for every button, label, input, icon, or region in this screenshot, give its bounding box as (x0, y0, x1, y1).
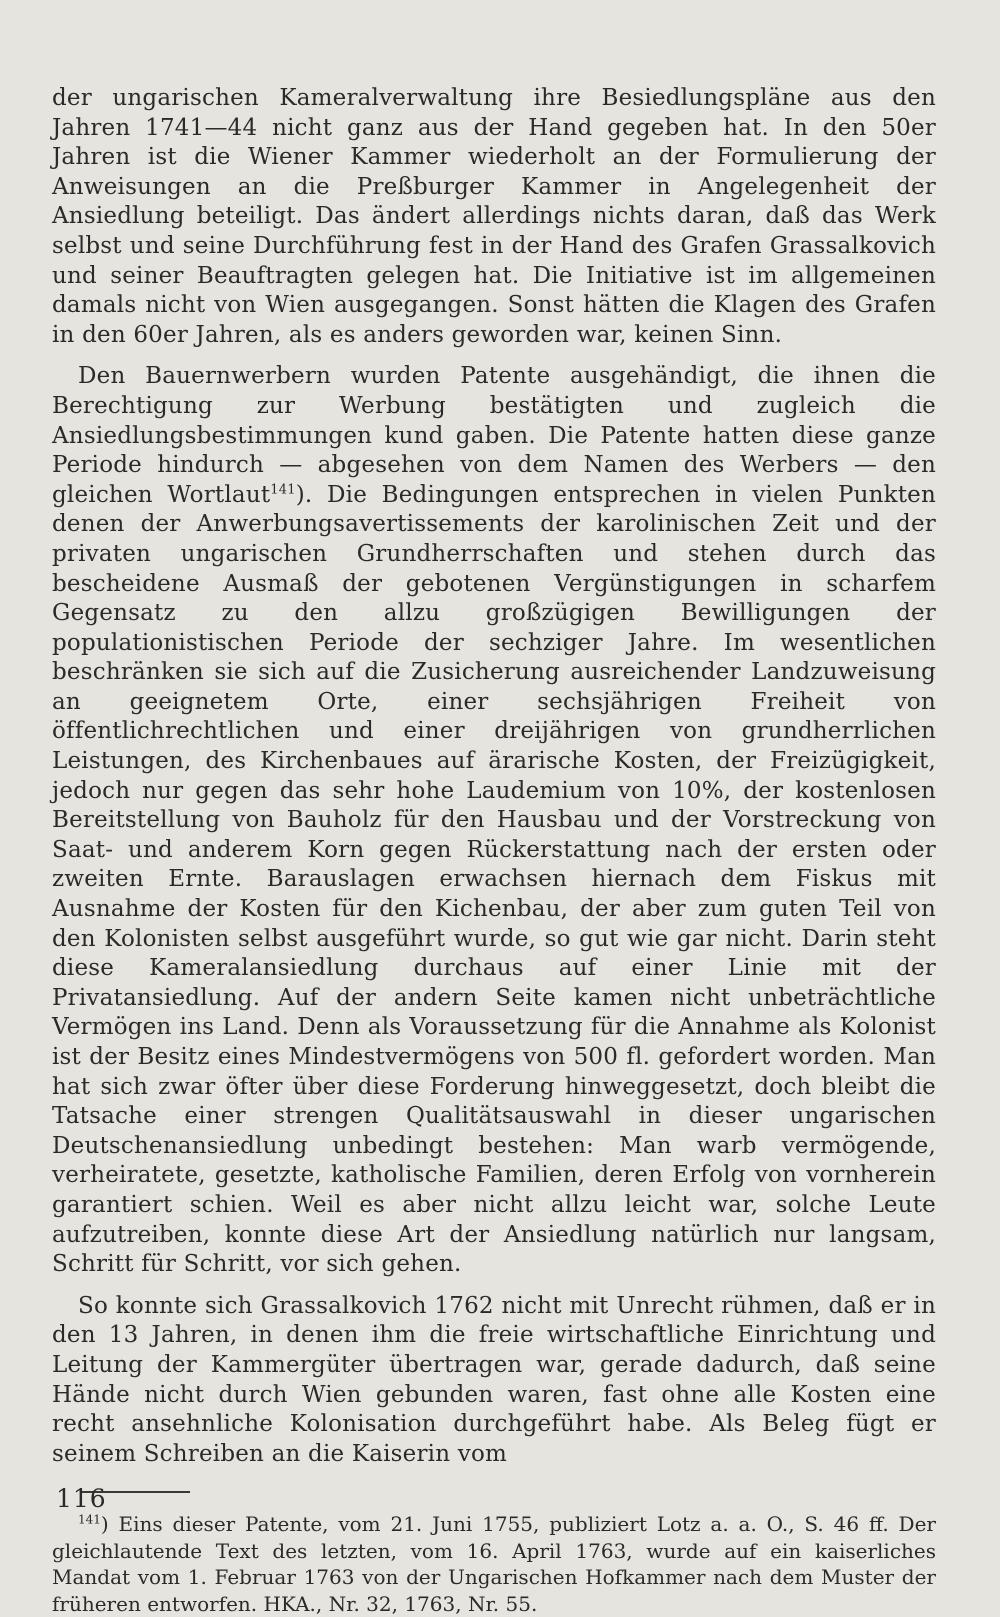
footnote-text: ) Eins dieser Patente, vom 21. Juni 1755, publiziert Lotz a. a. O., S. 46 ff. Der gleichlautende Text des letzten, vom 16. April 1763, wurde auf ein kaiserliches Mandat vom 1. Februar 1763 von der Ungarischen Hofkammer nach dem Muster der früheren entworfen. HKA., Nr. 32, 1763, Nr. 55. (52, 1512, 936, 1616)
paragraph-2-text-before: Den Bauernwerbern wurden Patente ausgehändigt, die ihnen die Berechtigung zur Werbung bestätigten und zugleich die Ansiedlungsbestimmungen kund gaben. Die Patente hatten diese ganze Periode hindurch — abgesehen von dem Namen des Werbers — den gleichen Wortlaut (52, 363, 936, 508)
paragraph-3 (52, 1292, 936, 1470)
footnote (52, 1511, 936, 1617)
paragraph-2-text-after: ). Die Bedingungen entsprechen in vielen Punkten denen der Anwerbungsavertissements der karolinischen Zeit und der privaten ungarischen Grundherrschaften und stehen durch das bescheidene Ausmaß der gebotenen Vergünstigungen in scharfem Gegensatz zu den allzu großzügigen Bewilligungen der populationistischen Periode der sechziger Jahre. Im wesentlichen beschränken sie sich auf die Zusicherung ausreichender Landzuweisung an geeignetem Orte, einer sechsjährigen Freiheit von öffentlichrechtlichen und einer dreijährigen von grundherrlichen Leistungen, des Kirchenbaues auf ärarische Kosten, der Freizügigkeit, jedoch nur gegen das sehr hohe Laudemium von 10%, der kostenlosen Bereitstellung von Bauholz für den Hausbau und der Vorstreckung von Saat- und anderem Korn gegen Rückerstattung nach der ersten oder zweiten Ernte. Barauslagen erwachsen hiernach dem Fiskus mit Ausnahme der Kosten für den Kichenbau, der aber zum guten Teil von den Kolonisten selbst ausgeführt wurde, so gut wie gar nicht. Darin steht diese Kameralansiedlung durchaus auf einer Linie mit der Privatansiedlung. Auf der andern Seite kamen nicht unbeträchtliche Vermögen ins Land. Denn als Voraussetzung für die Annahme als Kolonist ist der Besitz eines Mindestvermögens von 500 fl. gefordert worden. Man hat sich zwar öfter über diese Forderung hinweggesetzt, doch bleibt die Tatsache einer strengen Qualitätsauswahl in dieser ungarischen Deutschenansiedlung unbedingt bestehen: Man warb vermögende, verheiratete, gesetzte, katholische Familien, deren Erfolg von vornherein garantiert schien. Weil es aber nicht allzu leicht war, solche Leute aufzutreiben, konnte diese Art der Ansiedlung natürlich nur langsam, Schritt für Schritt, vor sich gehen. (52, 481, 936, 1278)
paragraph-1 (52, 84, 936, 350)
paragraph-3-text: So konnte sich Grassalkovich 1762 nicht mit Unrecht rühmen, daß er in den 13 Jahren, in denen ihm die freie wirtschaftliche Einrichtung und Leitung der Kammergüter übertragen war, gerade dadurch, daß seine Hände nicht durch Wien gebunden waren, fast ohne alle Kosten eine recht ansehnliche Kolonisation durchgeführt habe. Als Beleg fügt er seinem Schreiben an die Kaiserin vom (52, 1292, 936, 1467)
page-number: 116 (56, 1484, 107, 1513)
footnote-number: 141 (78, 1512, 101, 1527)
paragraph-1-text: der ungarischen Kameralverwaltung ihre Besiedlungspläne aus den Jahren 1741—44 nicht ganz aus der Hand gegeben hat. In den 50er Jahren ist die Wiener Kammer wiederholt an der Formulierung der Anweisungen an die Preßburger Kammer in Angelegenheit der Ansiedlung beteiligt. Das ändert allerdings nichts daran, daß das Werk selbst und seine Durchführung fest in der Hand des Grafen Grassalkovich und seiner Beauftragten gelegen hat. Die Initiative ist im allgemeinen damals nicht von Wien ausgegangen. Sonst hätten die Klagen des Grafen in den 60er Jahren, als es anders geworden war, keinen Sinn. (52, 85, 936, 348)
paragraph-2 (52, 362, 936, 1279)
footnote-reference: 141 (270, 482, 296, 498)
